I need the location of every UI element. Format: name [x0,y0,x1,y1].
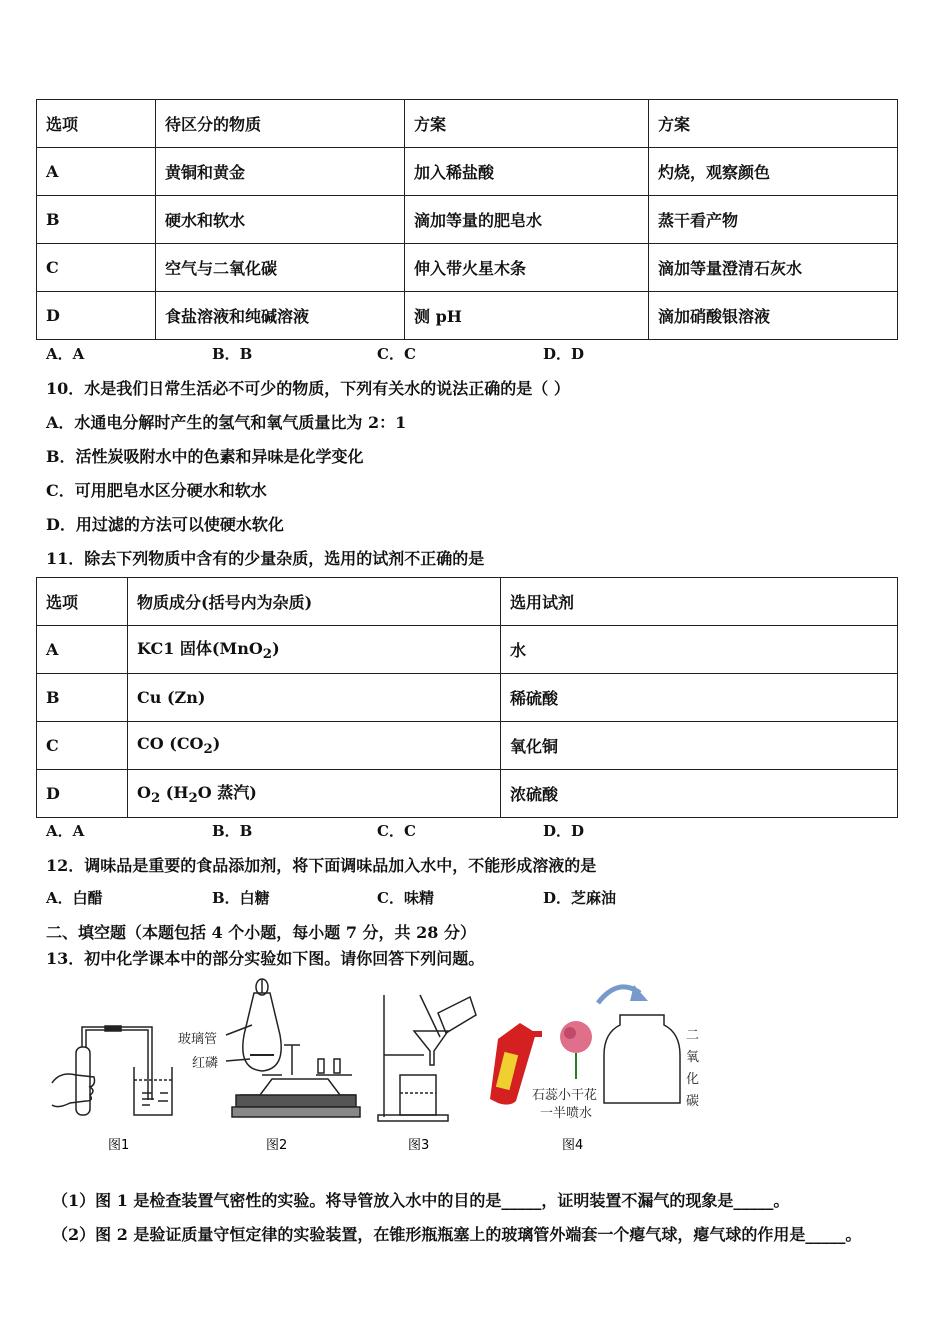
option-b[interactable]: B．白糖 [212,889,270,907]
option-a[interactable]: A．A [46,822,85,840]
option-b[interactable]: B．B [212,822,253,840]
table-cell: D [37,292,156,340]
option-a[interactable]: A．白醋 [46,889,103,907]
table-cell: 待区分的物质 [156,100,405,148]
row-reagent: 水 [501,626,898,674]
table-cell: 空气与二氧化碳 [156,244,405,292]
experiment-figures [0,975,950,1155]
table-cell: 黄铜和黄金 [156,148,405,196]
table-cell: 蒸干看产物 [649,196,898,244]
row-option: D [37,770,128,818]
table-row [37,770,898,818]
figure-4-apparatus [490,985,680,1105]
q10-option-d[interactable]: D．用过滤的方法可以使硬水软化 [46,515,284,534]
fig4-spray-label: 一半喷水 [540,1106,593,1121]
figure-1-label: 图1 [108,1138,130,1153]
q10-stem: 10．水是我们日常生活必不可少的物质，下列有关水的说法正确的是（ ） [46,379,570,398]
table-header-row [37,100,898,148]
header-option: 选项 [37,578,128,626]
table-cell: 伸入带火星木条 [405,244,649,292]
table-row [37,626,898,674]
table-row [37,292,898,340]
table-row [37,148,898,196]
table-cell: 选项 [37,100,156,148]
table-cell: B [37,196,156,244]
table-cell: 加入稀盐酸 [405,148,649,196]
option-d[interactable]: D．D [543,822,585,840]
option-b[interactable]: B．B [212,345,253,363]
figure-3-label: 图3 [408,1138,430,1153]
figure-2-label: 图2 [266,1138,288,1153]
header-reagent: 选用试剂 [501,578,898,626]
row-substance: $O_2$ ($H_2O$ 蒸汽) [128,770,501,818]
table-2 [36,577,898,818]
table-cell: 滴加等量的肥皂水 [405,196,649,244]
header-substance: 物质成分(括号内为杂质) [128,578,501,626]
option-d[interactable]: D．D [543,345,585,363]
row-reagent: 氧化铜 [501,722,898,770]
section-title: 二、填空题（本题包括 4 个小题，每小题 7 分，共 28 分） [46,923,476,942]
q12-stem: 12．调味品是重要的食品添加剂，将下面调味品加入水中，不能形成溶液的是 [46,856,597,875]
table-row [37,722,898,770]
row-substance: CO $(CO_2)$ [128,722,501,770]
figure-4-label: 图4 [562,1138,584,1153]
option-c[interactable]: C．C [377,822,416,840]
table-cell: C [37,244,156,292]
option-a[interactable]: A．A [46,345,85,363]
table-cell: 滴加等量澄清石灰水 [649,244,898,292]
fig2-glass-tube-label: 玻璃管 [178,1032,218,1047]
q13-sub1: （1）图 1 是检查装置气密性的实验。将导管放入水中的目的是_____，证明装置不漏气的现象是_____。 [52,1191,790,1210]
option-c[interactable]: C．C [377,345,416,363]
q13-sub2: （2）图 2 是验证质量守恒定律的实验装置，在锥形瓶瓶塞上的玻璃管外端套一个瘪气球，瘪气球的作用是_____。 [52,1225,862,1244]
row-option: A [37,626,128,674]
table-1 [36,99,898,340]
row-substance: KC1 固体(MnO$_2$) [128,626,501,674]
q10-option-c[interactable]: C．可用肥皂水区分硬水和软水 [46,481,267,500]
table-row [37,244,898,292]
figure-2-apparatus [226,979,360,1117]
fig4-side-2: 氧 [686,1050,700,1065]
table-cell: 食盐溶液和纯碱溶液 [156,292,405,340]
table-cell: A [37,148,156,196]
row-reagent: 浓硫酸 [501,770,898,818]
q11-stem: 11．除去下列物质中含有的少量杂质，选用的试剂不正确的是 [46,549,485,568]
fig4-side-1: 二 [686,1028,700,1043]
row-option: B [37,674,128,722]
row-option: C [37,722,128,770]
table-cell: 测 pH [405,292,649,340]
table-cell: 方案 [649,100,898,148]
fig4-flower-label: 石蕊小干花 [532,1088,598,1103]
fig4-side-4: 碳 [686,1094,700,1109]
figure-3-apparatus [378,995,476,1121]
option-d[interactable]: D．芝麻油 [543,889,617,907]
table-cell: 滴加硝酸银溶液 [649,292,898,340]
q10-option-b[interactable]: B．活性炭吸附水中的色素和异味是化学变化 [46,447,364,466]
table-cell: 硬水和软水 [156,196,405,244]
q13-stem: 13．初中化学课本中的部分实验如下图。请你回答下列问题。 [46,949,485,968]
table-row [37,196,898,244]
table-row [37,674,898,722]
row-substance: Cu (Zn) [128,674,501,722]
q10-option-a[interactable]: A．水通电分解时产生的氢气和氧气质量比为 2：1 [46,413,407,432]
option-c[interactable]: C．味精 [377,889,434,907]
table-cell: 方案 [405,100,649,148]
figure-1-apparatus [52,1026,172,1115]
fig2-red-phosphorus-label: 红磷 [192,1056,219,1071]
table-cell: 灼烧，观察颜色 [649,148,898,196]
fig4-side-3: 化 [686,1072,700,1087]
row-reagent: 稀硫酸 [501,674,898,722]
